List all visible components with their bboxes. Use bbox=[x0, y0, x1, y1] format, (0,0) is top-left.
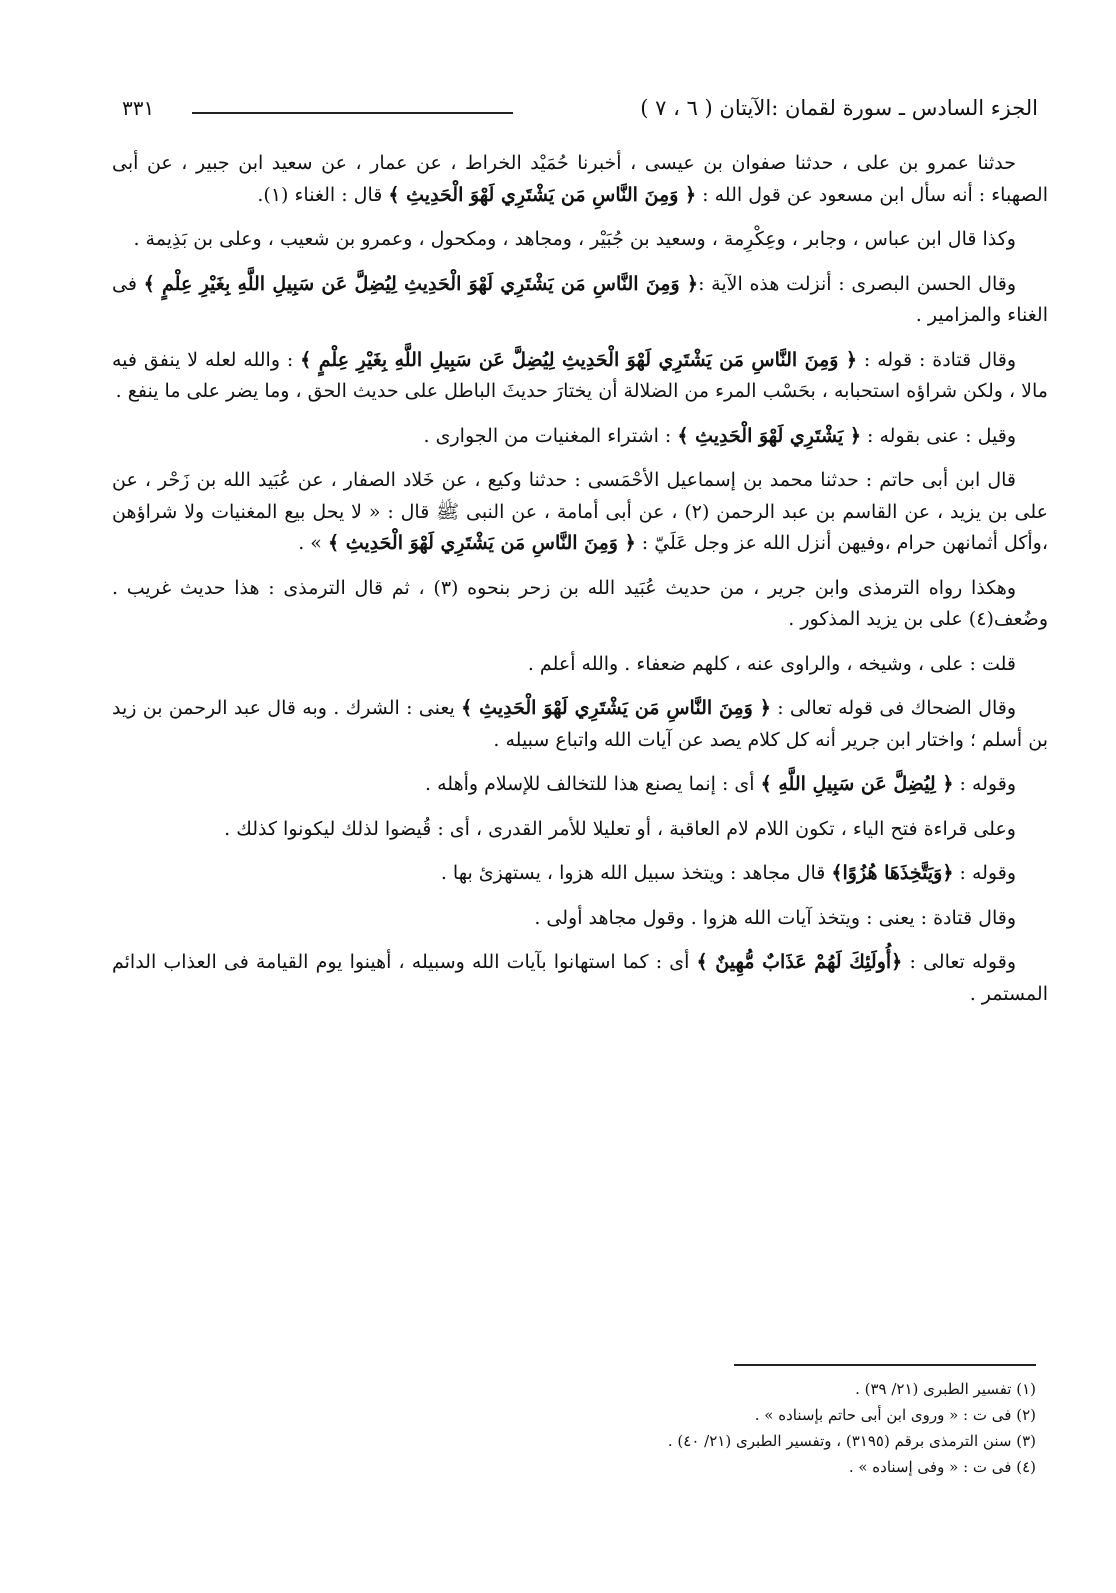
paragraph-text: قال ابن أبى حاتم : حدثنا محمد بن إسماعيل الأحْمَسى : حدثنا وكيع ، عن خَلاد الصفار ، عن عُبَيد الله بن زَحْر ، عن على بن يزيد ، عن القاسم بن عبد الرحمن (٢) ، عن أبى أمامة ، عن النبى ﷺ قال : « لا يحل بيع المغنيات ولا شراؤهن ،وأكل أثمانهن حرام ،وفيهن أنزل الله عز وجل عَلَيّ : bbox=[112, 469, 1048, 554]
paragraph-text: وعلى قراءة فتح الياء ، تكون اللام لام العاقبة ، أو تعليلا للأمر القدرى ، أى : قُيضوا لذلك ليكونوا كذلك . bbox=[224, 817, 1016, 840]
quran-verse: ﴿ لِيُضِلَّ عَن سَبِيلِ اللَّهِ ﴾ bbox=[760, 773, 954, 795]
footnote: (٤) فى ت : « وفى إسناده » . bbox=[848, 1458, 1036, 1476]
paragraph-text: قال : الغناء (١). bbox=[257, 183, 389, 206]
paragraph bbox=[112, 421, 1048, 453]
footnote: (٢) فى ت : « وروى ابن أبى حاتم بإسناده » . bbox=[754, 1406, 1036, 1424]
quran-verse: ﴿ وَمِنَ النَّاسِ مَن يَشْتَرِي لَهْوَ الْحَدِيثِ ﴾ bbox=[461, 697, 771, 719]
paragraph bbox=[112, 769, 1048, 801]
paragraph bbox=[112, 649, 1048, 681]
paragraph bbox=[112, 148, 1048, 211]
paragraph-text: وقوله تعالى : bbox=[902, 951, 1017, 973]
running-head bbox=[112, 88, 1048, 128]
body-text bbox=[112, 148, 1048, 1010]
paragraph-text: وكذا قال ابن عباس ، وجابر ، وعِكْرِمة ، وسعيد بن جُبَيْر ، ومجاهد ، ومكحول ، وعمرو بن شعيب ، وعلى بن بَذِيمة . bbox=[133, 228, 1016, 250]
paragraph-text: وقال الحسن البصرى : أنزلت هذه الآية : bbox=[698, 272, 1017, 295]
paragraph-text: : اشتراء المغنيات من الجوارى . bbox=[423, 424, 678, 447]
paragraph bbox=[112, 814, 1048, 846]
paragraph-text: » . bbox=[298, 532, 328, 554]
running-head-title: الجزء السادس ـ سورة لقمان :الآيتان ( ٦ ، ٧ ) bbox=[640, 96, 1038, 120]
paragraph-text: أى : كما استهانوا بآيات الله وسبيله ، أهينوا يوم القيامة فى العذاب الدائم المستمر . bbox=[112, 951, 1048, 1005]
footnote: (١) تفسير الطبرى (٢١/ ٣٩) . bbox=[855, 1380, 1036, 1398]
footnote-rule bbox=[734, 1364, 1036, 1366]
footnote: (٣) سنن الترمذى برقم (٣١٩٥) ، وتفسير الطبرى (٢١/ ٤٠) . bbox=[667, 1432, 1036, 1450]
paragraph-text: يعنى : الشرك . وبه قال عبد الرحمن بن زيد بن أسلم ؛ واختار ابن جرير أنه كل كلام يصد عن آيات الله واتباع سبيله . bbox=[112, 697, 1048, 751]
paragraph-text: وقال الضحاك فى قوله تعالى : bbox=[770, 697, 1016, 719]
quran-verse: ﴿ وَمِنَ النَّاسِ مَن يَشْتَرِي لَهْوَ الْحَدِيثِ ﴾ bbox=[327, 532, 636, 554]
quran-verse: ﴿ وَمِنَ النَّاسِ مَن يَشْتَرِي لَهْوَ الْحَدِيثِ ﴾ bbox=[388, 183, 697, 206]
quran-verse: ﴿وَيَتَّخِذَهَا هُزُوًا﴾ bbox=[831, 862, 954, 884]
paragraph-text: وقوله : bbox=[953, 862, 1016, 884]
paragraph bbox=[112, 858, 1048, 890]
header-rule bbox=[192, 112, 513, 114]
quran-verse: ﴿ يَشْتَرِي لَهْوَ الْحَدِيثِ ﴾ bbox=[677, 424, 862, 447]
paragraph-text: : والله لعله لا ينفق فيه مالا ، ولكن شراؤه استحبابه ، بحَسْب المرء من الضلالة أن يختارَ حديثَ الباطل على حديث الحق ، وما يضر على ما ينفع . bbox=[112, 348, 1048, 402]
paragraph-text: فى الغناء والمزامير . bbox=[112, 272, 1048, 326]
paragraph-text: وقال قتادة : قوله : bbox=[857, 348, 1016, 371]
page-number: ٣٣١ bbox=[122, 96, 155, 120]
paragraph bbox=[112, 269, 1048, 332]
paragraph-text: وهكذا رواه الترمذى وابن جرير ، من حديث عُبَيد الله بن زحر بنحوه (٣) ، ثم قال الترمذى : هذا حديث غريب . وضُعف(٤) على بن يزيد المذكور . bbox=[112, 576, 1048, 630]
paragraph bbox=[112, 693, 1048, 756]
quran-verse: ﴿أُولَئِكَ لَهُمْ عَذَابٌ مُّهِينٌ ﴾ bbox=[696, 951, 903, 973]
footnotes bbox=[436, 1376, 1036, 1480]
paragraph-text: قلت : على ، وشيخه ، والراوى عنه ، كلهم ضعفاء . والله أعلم . bbox=[527, 652, 1016, 675]
paragraph bbox=[112, 345, 1048, 408]
paragraph-text: وقال قتادة : يعنى : ويتخذ آيات الله هزوا . وقول مجاهد أولى . bbox=[534, 906, 1016, 929]
paragraph bbox=[112, 903, 1048, 935]
quran-verse: ﴿ وَمِنَ النَّاسِ مَن يَشْتَرِي لَهْوَ الْحَدِيثِ لِيُضِلَّ عَن سَبِيلِ اللَّهِ بِغَيْرِ عِلْمٍ ﴾ bbox=[300, 348, 858, 371]
paragraph-text: أى : إنما يصنع هذا للتخالف للإسلام وأهله . bbox=[425, 773, 761, 795]
paragraph-text: حدثنا عمرو بن على ، حدثنا صفوان بن عيسى ، أخبرنا حُمَيْد الخراط ، عن عمار ، عن سعيد ابن جبير ، عن أبى الصهباء : أنه سأل ابن مسعود عن قول الله : bbox=[112, 152, 1048, 206]
paragraph bbox=[112, 465, 1048, 560]
quran-verse: ﴿ وَمِنَ النَّاسِ مَن يَشْتَرِي لَهْوَ الْحَدِيثِ لِيُضِلَّ عَن سَبِيلِ اللَّهِ بِغَيْرِ عِلْمٍ ﴾ bbox=[143, 272, 699, 295]
paragraph bbox=[112, 947, 1048, 1010]
paragraph bbox=[112, 224, 1048, 256]
paragraph-text: وقوله : bbox=[953, 773, 1016, 795]
paragraph bbox=[112, 573, 1048, 636]
paragraph-text: وقيل : عنى بقوله : bbox=[861, 424, 1016, 447]
paragraph-text: قال مجاهد : ويتخذ سبيل الله هزوا ، يستهزئ بها . bbox=[440, 862, 832, 884]
